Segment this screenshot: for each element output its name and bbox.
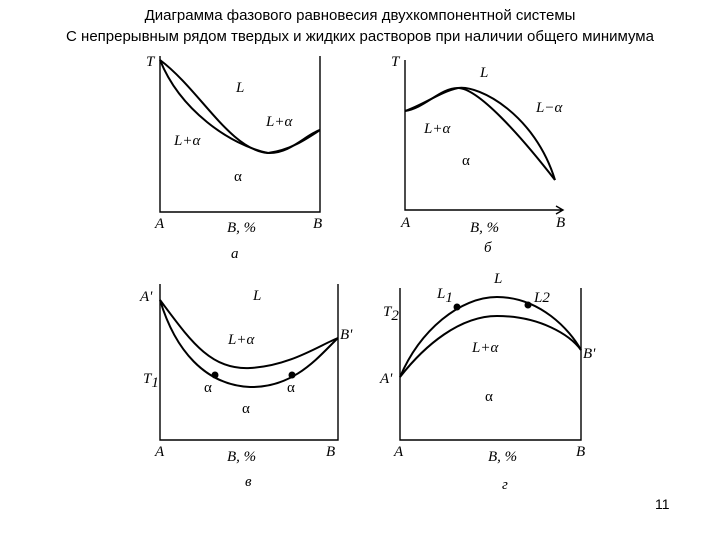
- diagram-g-L-alpha-label: L+α: [472, 340, 499, 356]
- diagram-g-L-label: L: [494, 271, 503, 287]
- diagram-g-axes: [400, 288, 581, 440]
- title-line-2: С непрерывным рядом твердых и жидких растворов при наличии общего минимума: [66, 28, 654, 45]
- diagram-a-L-alpha-right: L+α: [266, 114, 293, 130]
- diagram-v-A-label: A: [155, 444, 165, 460]
- diagram-a: [146, 54, 322, 262]
- diagram-a-L-alpha-left: L+α: [174, 133, 201, 149]
- diagram-v-caption: в: [245, 474, 252, 490]
- diagram-v-T1-label: T1: [143, 371, 159, 391]
- diagram-v-point-left: [212, 372, 219, 379]
- diagram-b-T-label: T: [391, 54, 400, 70]
- diagram-g-liquidus: [400, 297, 581, 377]
- diagram-b-A-label: A: [401, 215, 411, 231]
- diagram-v-A-prime: A': [140, 289, 153, 305]
- diagram-a-L-label: L: [236, 80, 245, 96]
- diagram-g-L1-label: L1: [437, 286, 453, 306]
- diagram-b-alpha-label: α: [462, 153, 470, 169]
- diagram-a-T-label: T: [146, 54, 155, 70]
- diagram-g-point-L1: [454, 304, 461, 311]
- diagram-g-T2-label: T2: [383, 304, 399, 324]
- diagram-g-B-prime: B': [583, 346, 596, 362]
- diagram-b-B-label: B: [556, 215, 566, 231]
- diagram-a-caption: а: [231, 246, 239, 262]
- diagram-g-point-L2: [525, 302, 532, 309]
- diagram-a-alpha-label: α: [234, 169, 242, 185]
- diagram-v-B-label: B: [326, 444, 336, 460]
- diagram-g-B-label: B: [576, 444, 586, 460]
- diagram-g-x-axis-label: B, %: [488, 449, 518, 465]
- diagram-g-A-prime: A': [380, 371, 393, 387]
- diagram-b: [391, 54, 565, 256]
- diagram-a-x-axis-label: B, %: [227, 220, 257, 236]
- diagram-v-alpha-label: α: [242, 401, 250, 417]
- diagram-v-L-label: L: [253, 288, 262, 304]
- diagram-b-caption: б: [484, 240, 492, 256]
- diagram-a-B-label: B: [313, 216, 323, 232]
- diagram-g-caption: г: [502, 477, 508, 493]
- diagram-v-B-prime: B': [340, 327, 353, 343]
- diagram-v-x-axis-label: B, %: [227, 449, 257, 465]
- diagram-g-alpha-label: α: [485, 389, 493, 405]
- diagram-g: [379, 271, 596, 493]
- diagram-v: [139, 284, 353, 490]
- diagram-b-L-alpha-left: L+α: [424, 121, 451, 137]
- diagram-b-L-label: L: [480, 65, 489, 81]
- diagram-v-alpha-left: α: [204, 380, 212, 396]
- diagram-g-L2-label: L2: [534, 290, 550, 306]
- diagram-b-x-axis-label: B, %: [470, 220, 500, 236]
- diagram-b-arrow: [555, 206, 563, 214]
- diagram-a-A-label: A: [155, 216, 165, 232]
- title-line-1: Диаграмма фазового равновесия двухкомпонентной системы: [144, 7, 576, 24]
- diagram-v-L-alpha-label: L+α: [228, 332, 255, 348]
- diagram-v-alpha-right: α: [287, 380, 295, 396]
- slide-number: 11: [655, 496, 670, 512]
- diagram-v-point-right: [289, 372, 296, 379]
- diagram-g-A-label: A: [394, 444, 404, 460]
- diagram-b-L-alpha-right: L−α: [536, 100, 563, 116]
